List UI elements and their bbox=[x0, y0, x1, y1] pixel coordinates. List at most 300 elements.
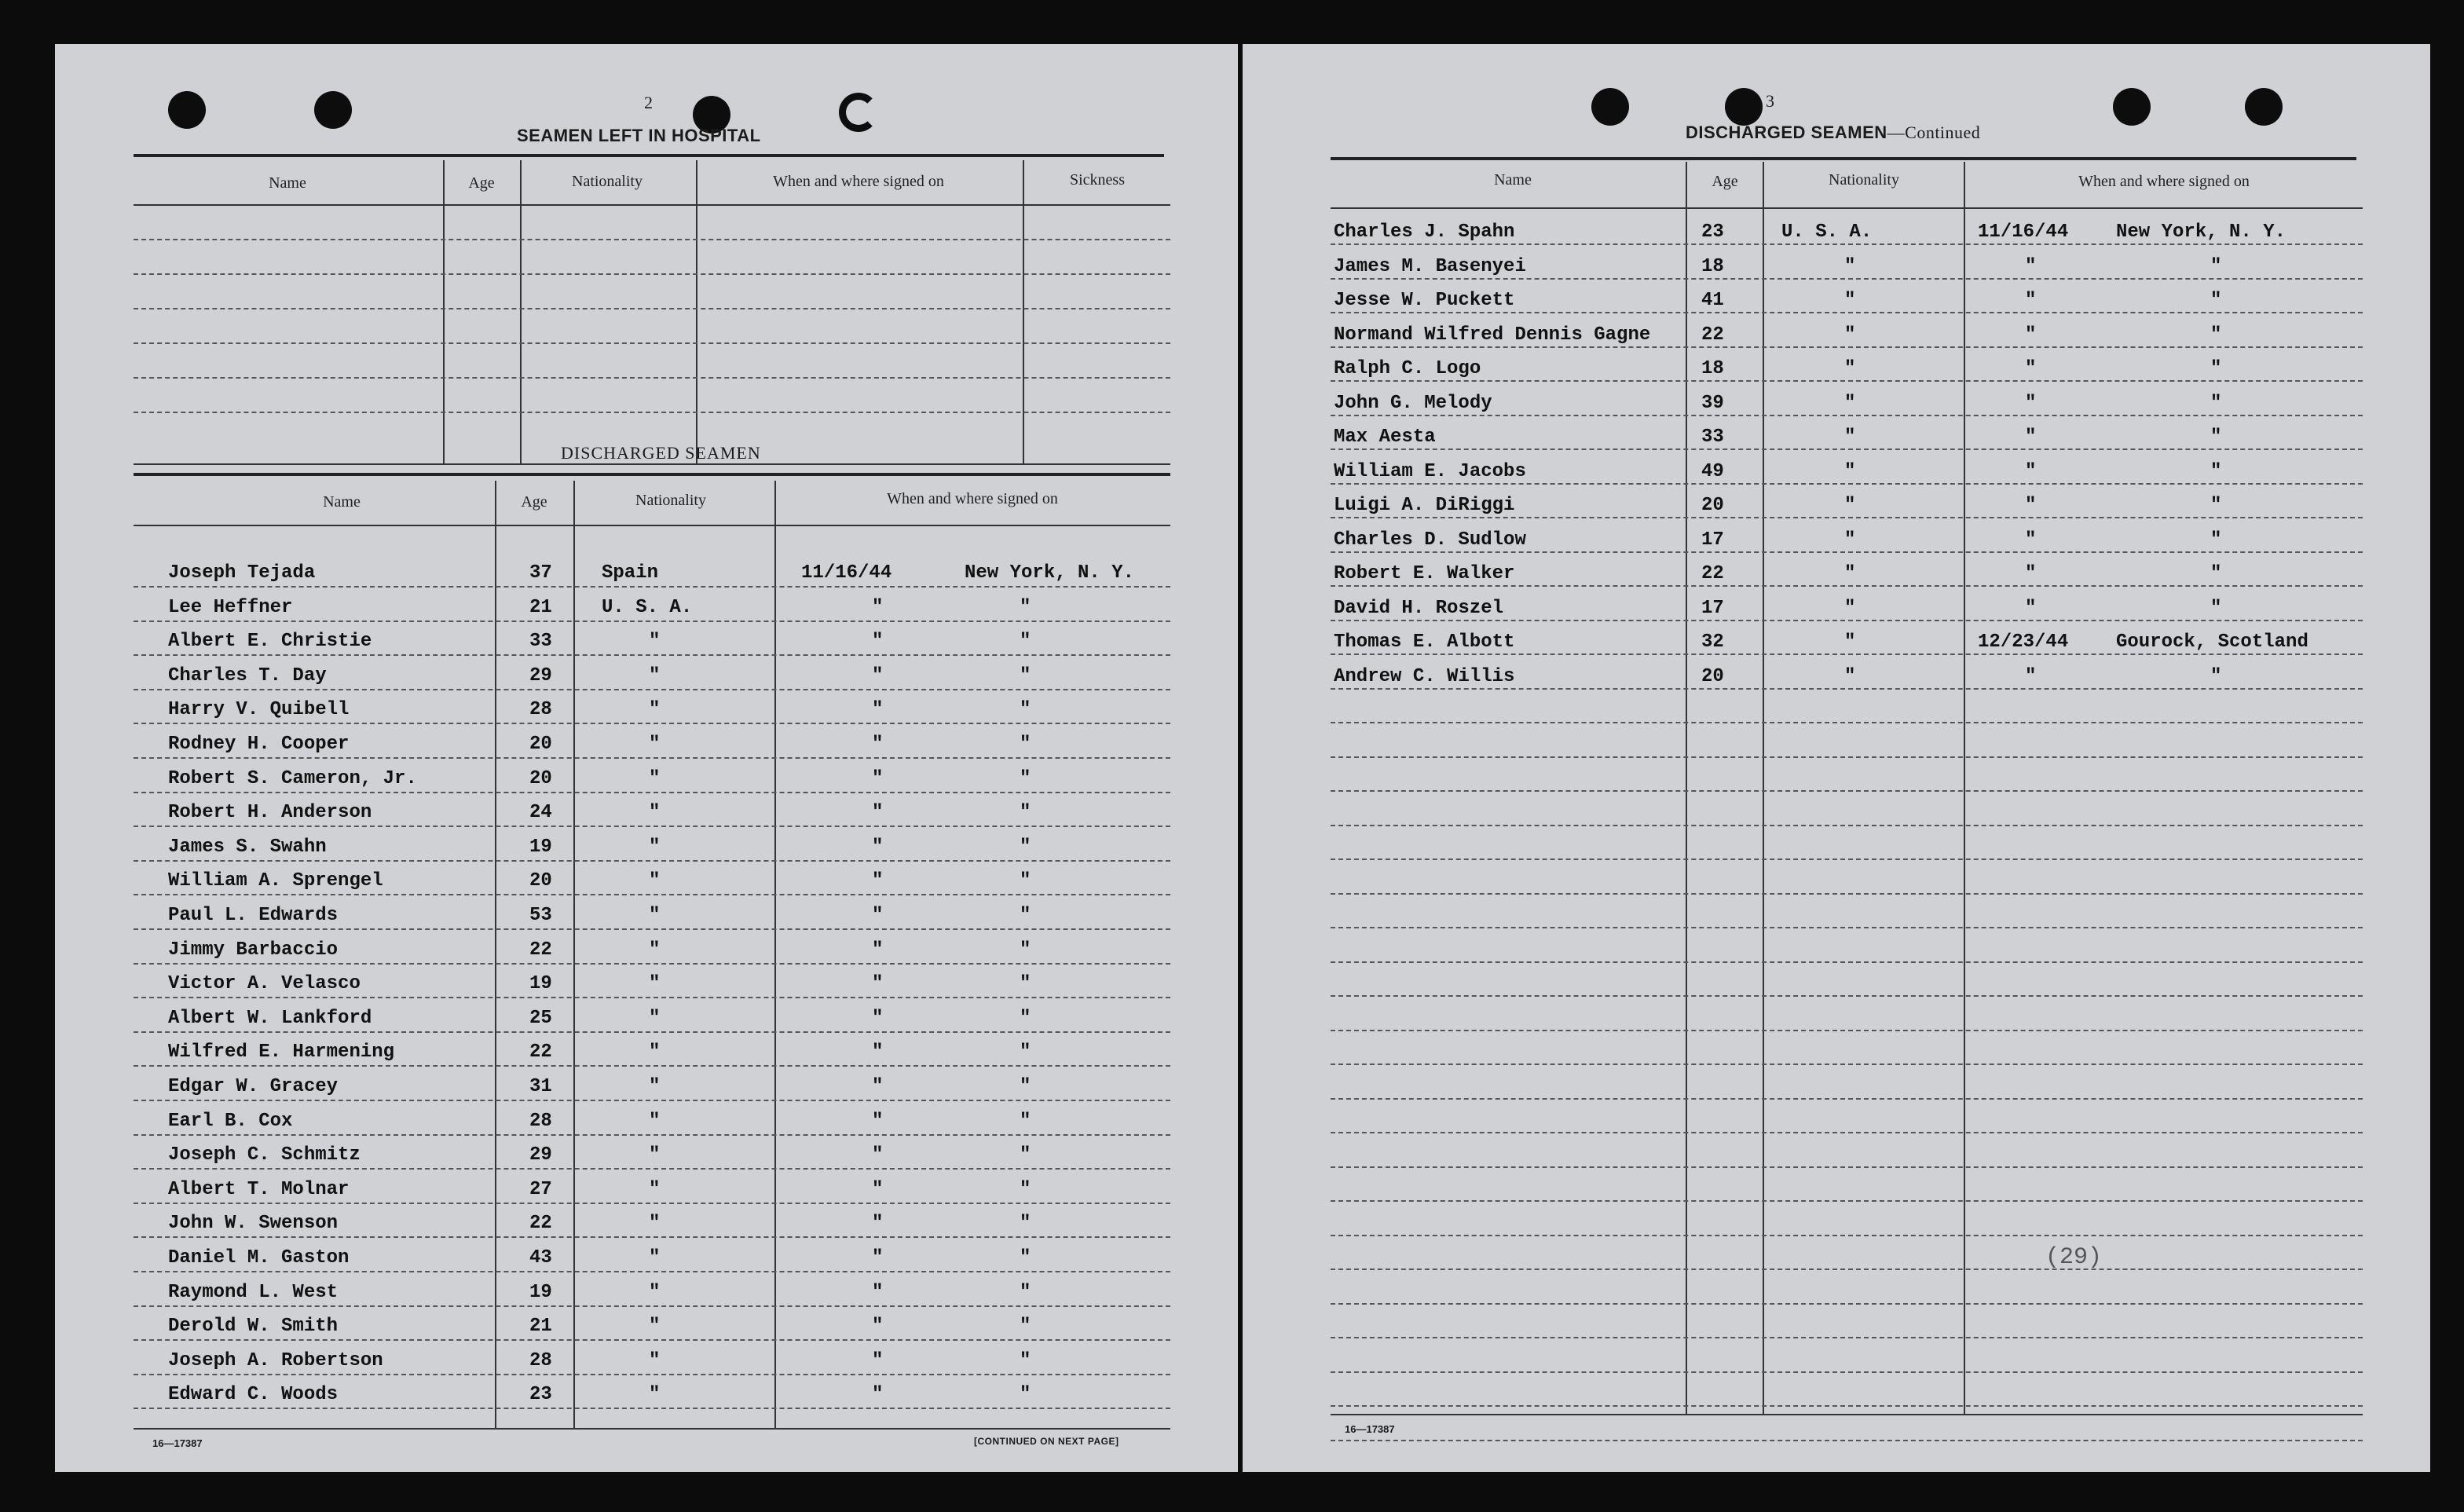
seaman-nationality: " bbox=[649, 699, 661, 721]
signed-on-date: " bbox=[2025, 324, 2037, 346]
seaman-nationality: " bbox=[649, 1281, 661, 1303]
seaman-age: 25 bbox=[529, 1007, 552, 1029]
seaman-nationality: " bbox=[649, 802, 661, 824]
punch-hole bbox=[314, 91, 352, 129]
row-line bbox=[134, 621, 1170, 622]
seaman-name: Albert W. Lankford bbox=[168, 1007, 372, 1029]
seaman-name: Raymond L. West bbox=[168, 1281, 339, 1303]
seaman-nationality: " bbox=[649, 973, 661, 995]
signed-on-date: " bbox=[2025, 597, 2037, 619]
seaman-age: 27 bbox=[529, 1178, 552, 1200]
seaman-name: Jesse W. Puckett bbox=[1334, 290, 1515, 311]
signed-on-place: " bbox=[1020, 1316, 1031, 1338]
seaman-name: Lee Heffner bbox=[168, 596, 293, 618]
signed-on-date: " bbox=[872, 596, 884, 618]
row-line bbox=[1331, 653, 2363, 655]
row-line bbox=[1331, 995, 2363, 997]
row-line bbox=[134, 273, 1170, 275]
row-line bbox=[1331, 1405, 2363, 1407]
column-divider bbox=[520, 160, 522, 463]
signed-on-date: " bbox=[872, 1110, 884, 1132]
punch-hole bbox=[2113, 88, 2151, 126]
row-line bbox=[134, 1236, 1170, 1238]
seaman-age: 24 bbox=[529, 802, 552, 824]
punch-hole bbox=[1725, 88, 1763, 126]
seaman-nationality: " bbox=[649, 870, 661, 892]
signed-on-date: " bbox=[872, 1281, 884, 1303]
row-line bbox=[134, 894, 1170, 895]
hospital-section-title: SEAMEN LEFT IN HOSPITAL bbox=[517, 126, 761, 145]
signed-on-date: " bbox=[872, 699, 884, 721]
row-line bbox=[1331, 551, 2363, 553]
form-number: 16—17387 bbox=[152, 1437, 203, 1449]
row-line bbox=[1331, 1303, 2363, 1305]
seaman-name: Daniel M. Gaston bbox=[168, 1247, 350, 1269]
seaman-name: John W. Swenson bbox=[168, 1213, 339, 1235]
seaman-nationality: " bbox=[649, 631, 661, 653]
signed-on-place: " bbox=[1020, 699, 1031, 721]
seaman-nationality: " bbox=[1844, 290, 1856, 311]
column-divider bbox=[1964, 162, 1965, 1414]
row-line bbox=[1331, 859, 2363, 860]
row-line bbox=[134, 1408, 1170, 1409]
column-divider bbox=[443, 160, 445, 463]
signed-on-date: " bbox=[872, 1007, 884, 1029]
seaman-name: Luigi A. DiRiggi bbox=[1334, 495, 1515, 516]
seaman-age: 31 bbox=[529, 1076, 552, 1097]
row-line bbox=[134, 1100, 1170, 1101]
row-line bbox=[1331, 448, 2363, 450]
page-number: 2 bbox=[644, 93, 653, 112]
signed-on-place: " bbox=[1020, 802, 1031, 824]
seaman-nationality: " bbox=[1844, 632, 1856, 653]
column-header: Name bbox=[323, 493, 361, 511]
seaman-age: 29 bbox=[529, 1144, 552, 1166]
seaman-age: 28 bbox=[529, 1349, 552, 1371]
seaman-nationality: " bbox=[649, 1349, 661, 1371]
seaman-name: Thomas E. Albott bbox=[1334, 632, 1515, 653]
seaman-age: 19 bbox=[529, 836, 552, 858]
seaman-name: Joseph A. Robertson bbox=[168, 1349, 383, 1371]
signed-on-date: " bbox=[2025, 460, 2037, 482]
row-line bbox=[134, 689, 1170, 690]
signed-on-place: " bbox=[1020, 1076, 1031, 1097]
seaman-name: Victor A. Velasco bbox=[168, 973, 361, 995]
seaman-nationality: " bbox=[649, 836, 661, 858]
seaman-age: 33 bbox=[1701, 427, 1724, 448]
seaman-name: Normand Wilfred Dennis Gagne bbox=[1334, 324, 1651, 346]
row-line bbox=[134, 1339, 1170, 1341]
row-line bbox=[1331, 346, 2363, 348]
signed-on-date: " bbox=[2025, 665, 2037, 687]
signed-on-place: New York, N. Y. bbox=[2116, 221, 2286, 243]
column-divider bbox=[1763, 162, 1764, 1414]
row-line bbox=[1331, 243, 2363, 245]
signed-on-date: " bbox=[2025, 427, 2037, 448]
column-header: Sickness bbox=[1070, 171, 1125, 189]
row-line bbox=[134, 1203, 1170, 1204]
seaman-name: Albert E. Christie bbox=[168, 631, 372, 653]
signed-on-date: " bbox=[872, 905, 884, 926]
seaman-name: William E. Jacobs bbox=[1334, 460, 1526, 482]
right-page bbox=[1243, 44, 2430, 1472]
seaman-nationality: " bbox=[1844, 358, 1856, 379]
row-line bbox=[1331, 380, 2363, 382]
row-line bbox=[1331, 1064, 2363, 1065]
signed-on-date: " bbox=[2025, 358, 2037, 379]
row-line bbox=[134, 963, 1170, 965]
seaman-age: 18 bbox=[1701, 255, 1724, 277]
seaman-nationality: " bbox=[649, 734, 661, 755]
signed-on-place: " bbox=[2210, 597, 2222, 619]
row-line bbox=[1331, 517, 2363, 518]
seaman-nationality: " bbox=[1844, 495, 1856, 516]
seaman-nationality: " bbox=[1844, 529, 1856, 551]
seaman-age: 17 bbox=[1701, 529, 1724, 551]
seaman-name: Earl B. Cox bbox=[168, 1110, 293, 1132]
seaman-name: Charles D. Sudlow bbox=[1334, 529, 1526, 551]
seaman-name: Paul L. Edwards bbox=[168, 905, 339, 926]
row-line bbox=[1331, 1337, 2363, 1338]
row-line bbox=[1331, 1166, 2363, 1168]
seaman-nationality: " bbox=[1844, 665, 1856, 687]
signed-on-date: " bbox=[872, 1178, 884, 1200]
column-divider bbox=[1686, 162, 1687, 1414]
table-rule bbox=[1331, 207, 2363, 209]
signed-on-place: " bbox=[1020, 1144, 1031, 1166]
seaman-age: 22 bbox=[1701, 563, 1724, 584]
row-line bbox=[134, 1271, 1170, 1272]
seaman-age: 18 bbox=[1701, 358, 1724, 379]
punch-hole bbox=[1591, 88, 1629, 126]
seaman-name: Wilfred E. Harmening bbox=[168, 1042, 395, 1064]
seaman-nationality: " bbox=[1844, 427, 1856, 448]
row-line bbox=[1331, 415, 2363, 416]
signed-on-place: " bbox=[2210, 495, 2222, 516]
seaman-nationality: " bbox=[649, 1178, 661, 1200]
seaman-name: Derold W. Smith bbox=[168, 1316, 339, 1338]
signed-on-date: " bbox=[872, 1144, 884, 1166]
signed-on-place: " bbox=[2210, 324, 2222, 346]
signed-on-place: " bbox=[1020, 1110, 1031, 1132]
signed-on-place: " bbox=[1020, 905, 1031, 926]
signed-on-date: " bbox=[872, 767, 884, 789]
signed-on-date: " bbox=[872, 1349, 884, 1371]
seaman-nationality: " bbox=[649, 1213, 661, 1235]
signed-on-date: 11/16/44 bbox=[1978, 221, 2069, 243]
signed-on-date: " bbox=[872, 973, 884, 995]
seaman-age: 49 bbox=[1701, 460, 1724, 482]
row-line bbox=[134, 1065, 1170, 1067]
signed-on-place: " bbox=[1020, 870, 1031, 892]
signed-on-place: " bbox=[1020, 1281, 1031, 1303]
row-line bbox=[134, 860, 1170, 862]
seaman-nationality: " bbox=[1844, 392, 1856, 414]
row-line bbox=[1331, 961, 2363, 963]
table-rule bbox=[134, 204, 1170, 206]
table-rule bbox=[1331, 157, 2356, 160]
signed-on-place: " bbox=[1020, 973, 1031, 995]
row-line bbox=[134, 308, 1170, 309]
seaman-name: Harry V. Quibell bbox=[168, 699, 350, 721]
row-line bbox=[1331, 483, 2363, 485]
row-line bbox=[1331, 756, 2363, 758]
signed-on-place: " bbox=[1020, 1007, 1031, 1029]
signed-on-date: " bbox=[872, 1316, 884, 1338]
row-line bbox=[1331, 1098, 2363, 1100]
row-line bbox=[134, 1134, 1170, 1136]
row-line bbox=[1331, 1235, 2363, 1236]
row-line bbox=[134, 1374, 1170, 1375]
signed-on-place: " bbox=[1020, 664, 1031, 686]
signed-on-place: " bbox=[1020, 767, 1031, 789]
seaman-name: David H. Roszel bbox=[1334, 597, 1504, 619]
signed-on-date: 12/23/44 bbox=[1978, 632, 2069, 653]
signed-on-place: " bbox=[2210, 358, 2222, 379]
seaman-name: James M. Basenyei bbox=[1334, 255, 1526, 277]
seaman-name: Robert S. Cameron, Jr. bbox=[168, 767, 417, 789]
seaman-age: 22 bbox=[529, 1042, 552, 1064]
seaman-age: 29 bbox=[529, 664, 552, 686]
signed-on-date: " bbox=[872, 836, 884, 858]
seaman-nationality: " bbox=[1844, 597, 1856, 619]
seaman-nationality: U. S. A. bbox=[1781, 221, 1873, 243]
signed-on-place: New York, N. Y. bbox=[965, 562, 1135, 584]
seaman-name: Robert E. Walker bbox=[1334, 563, 1515, 584]
seaman-age: 23 bbox=[1701, 221, 1724, 243]
signed-on-place: " bbox=[1020, 1213, 1031, 1235]
seaman-name: James S. Swahn bbox=[168, 836, 327, 858]
signed-on-place: Gourock, Scotland bbox=[2116, 632, 2308, 653]
row-line bbox=[1331, 1440, 2363, 1441]
signed-on-place: " bbox=[2210, 427, 2222, 448]
row-line bbox=[134, 1168, 1170, 1170]
column-header: Age bbox=[468, 174, 495, 192]
seaman-age: 20 bbox=[1701, 495, 1724, 516]
seaman-age: 19 bbox=[529, 1281, 552, 1303]
seaman-age: 22 bbox=[529, 939, 552, 961]
seaman-name: Ralph C. Logo bbox=[1334, 358, 1481, 379]
seaman-name: Edward C. Woods bbox=[168, 1384, 339, 1406]
seaman-name: Jimmy Barbaccio bbox=[168, 939, 339, 961]
seaman-nationality: " bbox=[1844, 324, 1856, 346]
signed-on-place: " bbox=[1020, 1349, 1031, 1371]
row-line bbox=[1331, 1200, 2363, 1202]
seaman-age: 20 bbox=[1701, 665, 1724, 687]
seaman-nationality: " bbox=[649, 1110, 661, 1132]
seaman-age: 37 bbox=[529, 562, 552, 584]
seaman-nationality: " bbox=[649, 1144, 661, 1166]
signed-on-place: " bbox=[1020, 1247, 1031, 1269]
row-line bbox=[134, 239, 1170, 240]
seaman-name: Rodney H. Cooper bbox=[168, 734, 350, 755]
seaman-name: Joseph C. Schmitz bbox=[168, 1144, 361, 1166]
signed-on-date: " bbox=[872, 734, 884, 755]
seaman-nationality: " bbox=[649, 1007, 661, 1029]
seaman-name: John G. Melody bbox=[1334, 392, 1492, 414]
signed-on-place: " bbox=[1020, 631, 1031, 653]
row-line bbox=[1331, 722, 2363, 723]
row-line bbox=[1331, 1132, 2363, 1133]
seaman-name: Edgar W. Gracey bbox=[168, 1076, 339, 1097]
punch-hole bbox=[839, 93, 878, 132]
handwritten-mark: (29) bbox=[2045, 1244, 2103, 1271]
row-line bbox=[134, 928, 1170, 930]
seaman-age: 19 bbox=[529, 973, 552, 995]
seaman-age: 22 bbox=[1701, 324, 1724, 346]
signed-on-date: " bbox=[872, 1076, 884, 1097]
seaman-nationality: " bbox=[649, 1247, 661, 1269]
seaman-nationality: " bbox=[649, 905, 661, 926]
signed-on-date: " bbox=[872, 1042, 884, 1064]
column-divider bbox=[696, 160, 697, 463]
signed-on-date: " bbox=[872, 1247, 884, 1269]
row-line bbox=[134, 997, 1170, 998]
column-header: Age bbox=[1712, 173, 1738, 190]
row-line bbox=[134, 654, 1170, 656]
column-header: When and where signed on bbox=[887, 490, 1058, 507]
column-header: When and where signed on bbox=[773, 173, 944, 190]
column-header: Name bbox=[1494, 171, 1532, 189]
seaman-age: 28 bbox=[529, 699, 552, 721]
signed-on-date: " bbox=[872, 870, 884, 892]
seaman-nationality: " bbox=[649, 1076, 661, 1097]
punch-hole bbox=[2245, 88, 2283, 126]
seaman-name: Albert T. Molnar bbox=[168, 1178, 350, 1200]
signed-on-place: " bbox=[1020, 734, 1031, 755]
page-title: DISCHARGED SEAMEN—Continued bbox=[1686, 123, 1981, 142]
column-divider bbox=[495, 481, 496, 1428]
row-line bbox=[134, 792, 1170, 793]
signed-on-place: " bbox=[2210, 255, 2222, 277]
seaman-name: Robert H. Anderson bbox=[168, 802, 372, 824]
signed-on-date: " bbox=[872, 1384, 884, 1406]
table-rule bbox=[1331, 1414, 2363, 1415]
seaman-age: 41 bbox=[1701, 290, 1724, 311]
seaman-age: 33 bbox=[529, 631, 552, 653]
seaman-age: 23 bbox=[529, 1384, 552, 1406]
continued-note: [CONTINUED ON NEXT PAGE] bbox=[974, 1436, 1119, 1447]
table-rule bbox=[134, 473, 1170, 476]
seaman-name: Charles J. Spahn bbox=[1334, 221, 1515, 243]
row-line bbox=[134, 1031, 1170, 1033]
seaman-nationality: U. S. A. bbox=[602, 596, 693, 618]
seaman-age: 28 bbox=[529, 1110, 552, 1132]
seaman-name: Joseph Tejada bbox=[168, 562, 316, 584]
seaman-age: 20 bbox=[529, 734, 552, 755]
seaman-nationality: " bbox=[649, 1384, 661, 1406]
row-line bbox=[134, 377, 1170, 379]
signed-on-date: 11/16/44 bbox=[801, 562, 892, 584]
row-line bbox=[134, 826, 1170, 827]
signed-on-place: " bbox=[2210, 460, 2222, 482]
row-line bbox=[1331, 825, 2363, 826]
seaman-nationality: " bbox=[1844, 460, 1856, 482]
signed-on-place: " bbox=[2210, 665, 2222, 687]
column-header: Nationality bbox=[572, 173, 643, 190]
row-line bbox=[134, 757, 1170, 759]
seaman-nationality: " bbox=[649, 1316, 661, 1338]
row-line bbox=[134, 1305, 1170, 1307]
seaman-name: Andrew C. Willis bbox=[1334, 665, 1515, 687]
signed-on-date: " bbox=[872, 1213, 884, 1235]
signed-on-date: " bbox=[2025, 392, 2037, 414]
row-line bbox=[1331, 893, 2363, 895]
signed-on-place: " bbox=[1020, 836, 1031, 858]
column-header: Age bbox=[521, 493, 547, 511]
signed-on-date: " bbox=[872, 631, 884, 653]
seaman-age: 21 bbox=[529, 596, 552, 618]
signed-on-place: " bbox=[1020, 1042, 1031, 1064]
row-line bbox=[1331, 278, 2363, 280]
signed-on-place: " bbox=[2210, 392, 2222, 414]
row-line bbox=[1331, 312, 2363, 313]
row-line bbox=[134, 723, 1170, 724]
seaman-nationality: Spain bbox=[602, 562, 659, 584]
row-line bbox=[1331, 1371, 2363, 1373]
row-line bbox=[1331, 927, 2363, 928]
signed-on-place: " bbox=[1020, 939, 1031, 961]
seaman-nationality: " bbox=[1844, 255, 1856, 277]
seaman-age: 17 bbox=[1701, 597, 1724, 619]
page-number: 3 bbox=[1766, 91, 1774, 111]
row-line bbox=[134, 586, 1170, 588]
row-line bbox=[1331, 790, 2363, 792]
table-rule bbox=[134, 154, 1164, 157]
discharged-section-title: DISCHARGED SEAMEN bbox=[561, 443, 761, 463]
form-number: 16—17387 bbox=[1345, 1423, 1395, 1435]
column-divider bbox=[573, 481, 575, 1428]
row-line bbox=[1331, 1030, 2363, 1031]
seaman-age: 43 bbox=[529, 1247, 552, 1269]
seaman-age: 53 bbox=[529, 905, 552, 926]
signed-on-date: " bbox=[2025, 255, 2037, 277]
seaman-nationality: " bbox=[649, 939, 661, 961]
left-page bbox=[55, 44, 1238, 1472]
column-header: When and where signed on bbox=[2078, 173, 2250, 190]
signed-on-place: " bbox=[1020, 596, 1031, 618]
row-line bbox=[134, 412, 1170, 413]
table-rule bbox=[134, 525, 1170, 526]
row-line bbox=[1331, 688, 2363, 690]
signed-on-date: " bbox=[2025, 290, 2037, 311]
signed-on-date: " bbox=[2025, 495, 2037, 516]
signed-on-place: " bbox=[2210, 290, 2222, 311]
signed-on-date: " bbox=[872, 664, 884, 686]
seaman-nationality: " bbox=[649, 767, 661, 789]
seaman-age: 22 bbox=[529, 1213, 552, 1235]
seaman-name: William A. Sprengel bbox=[168, 870, 383, 892]
seaman-age: 20 bbox=[529, 767, 552, 789]
column-header: Nationality bbox=[1829, 171, 1899, 189]
seaman-nationality: " bbox=[649, 664, 661, 686]
row-line bbox=[134, 342, 1170, 344]
row-line bbox=[1331, 1269, 2363, 1270]
column-divider bbox=[1023, 160, 1024, 463]
signed-on-date: " bbox=[872, 802, 884, 824]
seaman-age: 20 bbox=[529, 870, 552, 892]
signed-on-date: " bbox=[872, 939, 884, 961]
signed-on-place: " bbox=[1020, 1384, 1031, 1406]
row-line bbox=[1331, 620, 2363, 621]
seaman-name: Charles T. Day bbox=[168, 664, 327, 686]
punch-hole bbox=[168, 91, 206, 129]
column-header: Nationality bbox=[635, 492, 706, 509]
signed-on-date: " bbox=[2025, 529, 2037, 551]
table-rule bbox=[134, 1428, 1170, 1430]
signed-on-place: " bbox=[2210, 563, 2222, 584]
seaman-name: Max Aesta bbox=[1334, 427, 1436, 448]
